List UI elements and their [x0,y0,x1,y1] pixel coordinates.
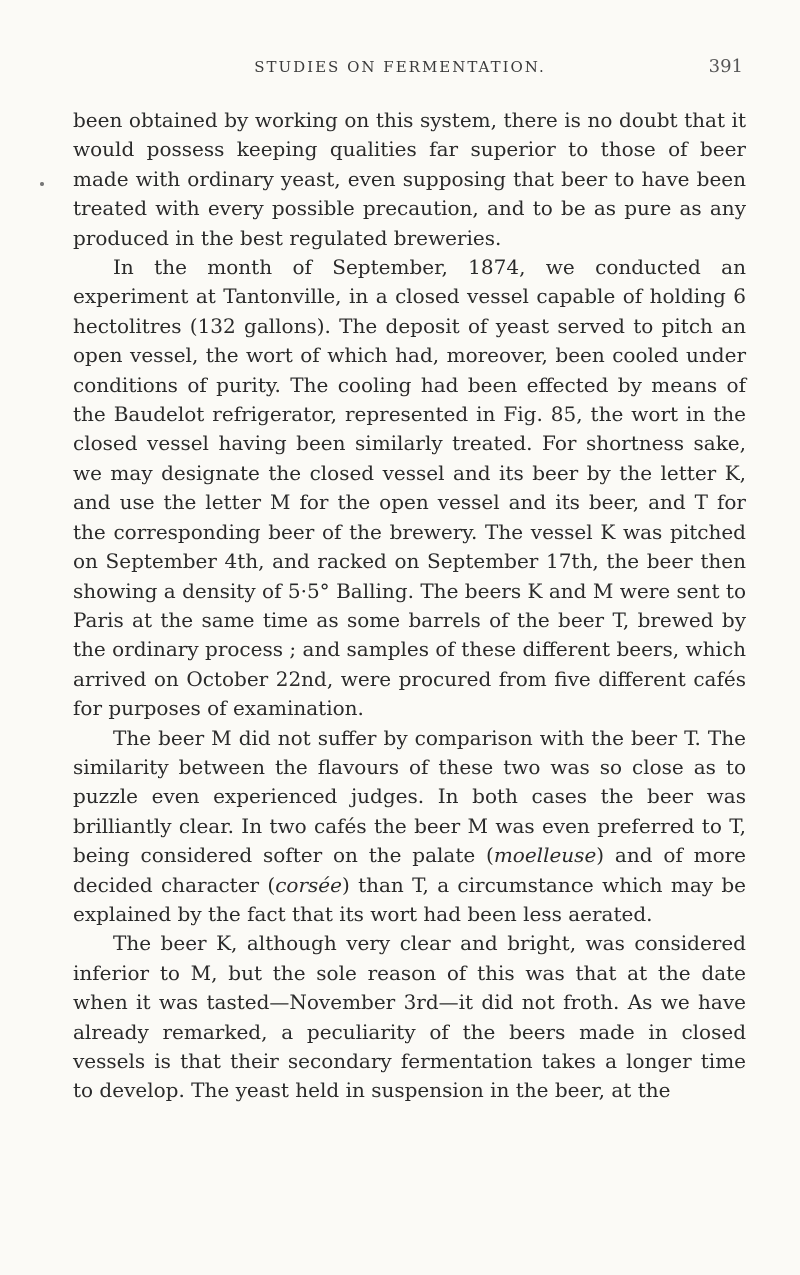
paragraph-experiment: In the month of September, 1874, we conducted an experiment at Tantonville, in a closed vessel capable of holding 6 hectolitres (132 gallons). The deposit of yeast served to pitch an open vessel, the wort of which had, moreover, been cooled under conditions of purity. The cooling had been effected by means of the Baudelot refrigerator, represented in Fig. 85, the wort in the closed vessel having been similarly treated. For shortness sake, we may designate the closed vessel and its beer by the letter K, and use the letter M for the open vessel and its beer, and T for the corresponding beer of the brewery. The vessel K was pitched on September 4th, and racked on September 17th, the beer then showing a density of 5·5° Balling. The beers K and M were sent to Paris at the same time as some barrels of the beer T, brewed by the ordinary process ; and samples of these different beers, which arrived on October 22nd, were procured from five different cafés for purposes of examination. [73,255,746,721]
page-number: 391 [708,56,743,77]
margin-mark [40,182,44,186]
paragraph-text-segment: ) and of more decided character ( [73,843,747,897]
italic-term-moelleuse: moelleuse [493,843,597,868]
running-title: STUDIES ON FERMENTATION. [254,58,546,76]
body-text [73,106,746,1106]
paragraph-beer-m-comparison [73,724,746,930]
paragraph-beer-k: The beer K, although very clear and bright, was considered inferior to M, but the sole reason of this was that at the date when it was tasted—November 3rd—it did not froth. As we have already remarked, a peculiarity of the beers made in closed vessels is that their secondary fermentation takes a longer time to develop. The yeast held in suspension in the beer, at the [73,931,746,1103]
running-head [0,58,800,82]
paragraph-text-segment: ) than T, a circumstance which may be explained by the fact that its wort had been less aerated. [73,872,746,926]
paragraph-continuation: been obtained by working on this system, there is no doubt that it would possess keeping qualities far superior to those of beer made with ordinary yeast, even supposing that beer to have been treated with every possible precaution, and to be as pure as any produced in the best regulated breweries. [73,108,746,250]
paragraph-text-segment: The beer M did not suffer by comparison with the beer T. The similarity between the flavours of these two was so close as to puzzle even experienced judges. In both cases the beer was brilliantly clear. In two cafés the beer M was even preferred to T, being considered softer on the palate ( [73,725,746,868]
italic-term-corsee: corsée [275,872,342,897]
